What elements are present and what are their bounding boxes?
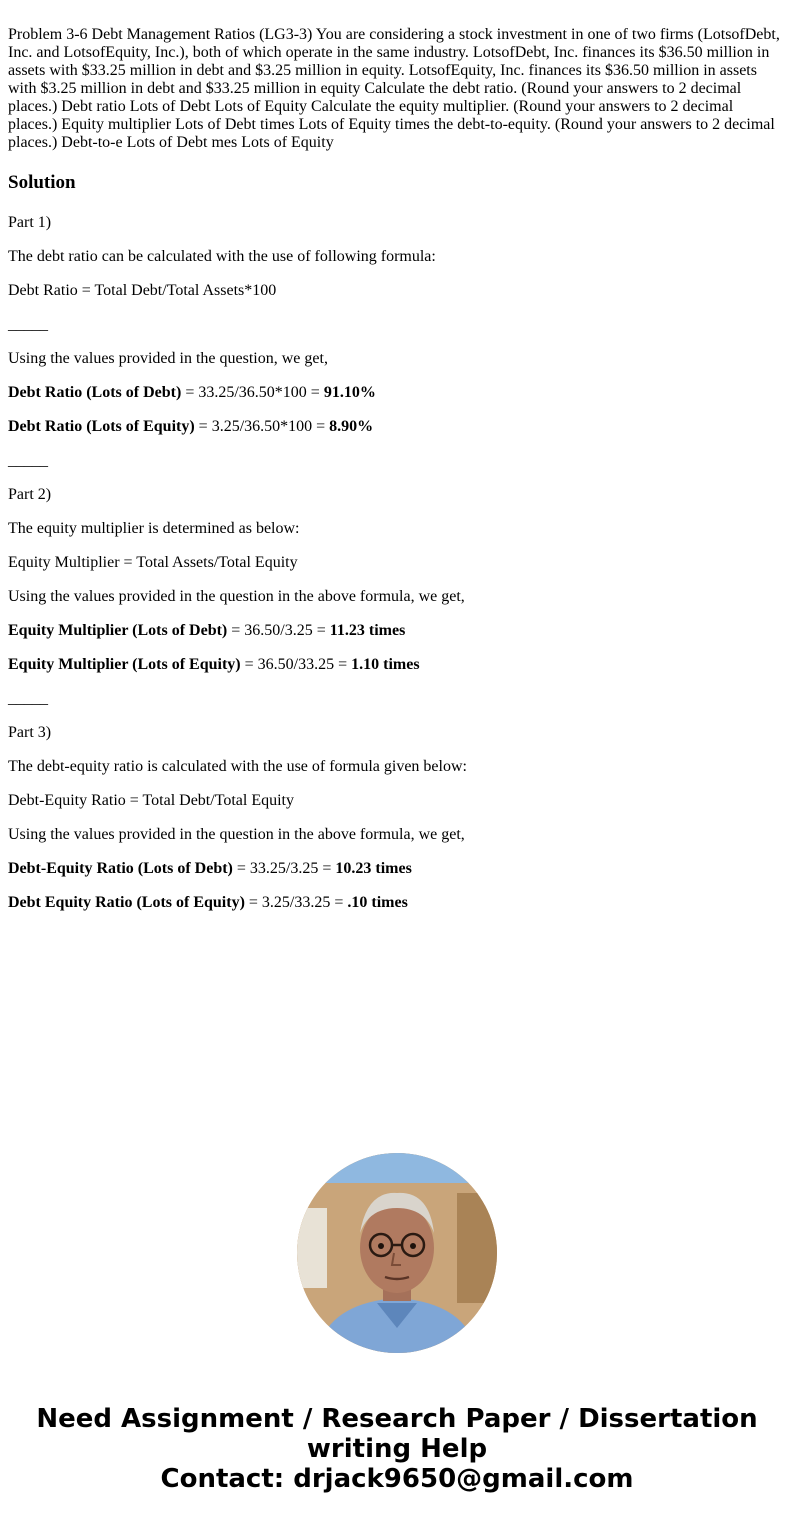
part1-label: Part 1) [8, 214, 52, 231]
part3-result-equity-value: .10 times [347, 894, 408, 911]
author-photo [297, 1153, 497, 1353]
part1-result-debt-label: Debt Ratio (Lots of Debt) [8, 384, 182, 401]
part3-result-equity-label: Debt Equity Ratio (Lots of Equity) [8, 894, 245, 911]
part3-result-debt [8, 860, 786, 878]
part2-result-debt-value: 11.23 times [329, 622, 406, 639]
footer-contact-email: Contact: drjack9650@gmail.com [160, 1464, 634, 1494]
part3-label: Part 3) [8, 724, 52, 741]
part1-result-debt-value: 91.10% [323, 384, 376, 401]
question-text: Problem 3-6 Debt Management Ratios (LG3-3) You are considering a stock investment in one of two firms (LotsofDebt, Inc. and LotsofEquity, Inc.), both of which operate in the same industry. LotsofDebt, Inc. finances its $36.50 million in assets with $33.25 million in debt and $3.25 million in equity. LotsofEquity, Inc. finances its $36.50 million in assets with $3.25 million in debt and $33.25 million in equity Calculate the debt ratio. (Round your answers to 2 decimal places.) Debt ratio Lots of Debt Lots of Equity Calculate the equity multiplier. (Round your answers to 2 decimal places.) Equity multiplier Lots of Debt times Lots of Equity times the debt-to-equity. (Round your answers to 2 decimal places.) Debt-to-e Lots of Debt mes Lots of Equity [8, 26, 780, 151]
part1-intro: The debt ratio can be calculated with the use of following formula: [8, 248, 436, 265]
part2-label: Part 2) [8, 486, 52, 503]
part1-result-equity-calc: = 3.25/36.50*100 = [194, 418, 330, 435]
separator: _____ [8, 452, 48, 469]
contact-footer [0, 1404, 794, 1494]
footer-line-1: Need Assignment / Research Paper / Dissertation [36, 1404, 758, 1434]
part2-result-equity-calc: = 36.50/33.25 = [240, 656, 352, 673]
author-portrait-image [297, 1153, 497, 1353]
part1-result-equity-value: 8.90% [329, 418, 374, 435]
part3-formula: Debt-Equity Ratio = Total Debt/Total Equity [8, 792, 294, 809]
part3-intro: The debt-equity ratio is calculated with the use of formula given below: [8, 758, 467, 775]
part2-formula: Equity Multiplier = Total Assets/Total Equity [8, 554, 298, 571]
part1-result-debt [8, 384, 786, 402]
part3-result-debt-value: 10.23 times [335, 860, 412, 877]
separator: _____ [8, 316, 48, 333]
part2-result-debt-label: Equity Multiplier (Lots of Debt) [8, 622, 228, 639]
part2-result-equity-label: Equity Multiplier (Lots of Equity) [8, 656, 241, 673]
part1-result-equity [8, 418, 786, 436]
part3-result-debt-calc: = 33.25/3.25 = [232, 860, 336, 877]
part2-using: Using the values provided in the question in the above formula, we get, [8, 588, 465, 605]
part2-result-equity [8, 656, 786, 674]
part1-result-debt-calc: = 33.25/36.50*100 = [181, 384, 324, 401]
part1-formula: Debt Ratio = Total Debt/Total Assets*100 [8, 282, 277, 299]
part3-using: Using the values provided in the question in the above formula, we get, [8, 826, 465, 843]
footer-line-2: writing Help [306, 1434, 488, 1464]
part2-result-debt [8, 622, 786, 640]
part2-intro: The equity multiplier is determined as below: [8, 520, 300, 537]
part1-result-equity-label: Debt Ratio (Lots of Equity) [8, 418, 195, 435]
part1-using: Using the values provided in the question, we get, [8, 350, 328, 367]
part3-result-debt-label: Debt-Equity Ratio (Lots of Debt) [8, 860, 233, 877]
part2-result-equity-value: 1.10 times [351, 656, 420, 673]
part3-result-equity-calc: = 3.25/33.25 = [244, 894, 348, 911]
part3-result-equity [8, 894, 786, 912]
part2-result-debt-calc: = 36.50/3.25 = [227, 622, 330, 639]
solution-heading: Solution [8, 172, 76, 193]
separator: _____ [8, 690, 48, 707]
